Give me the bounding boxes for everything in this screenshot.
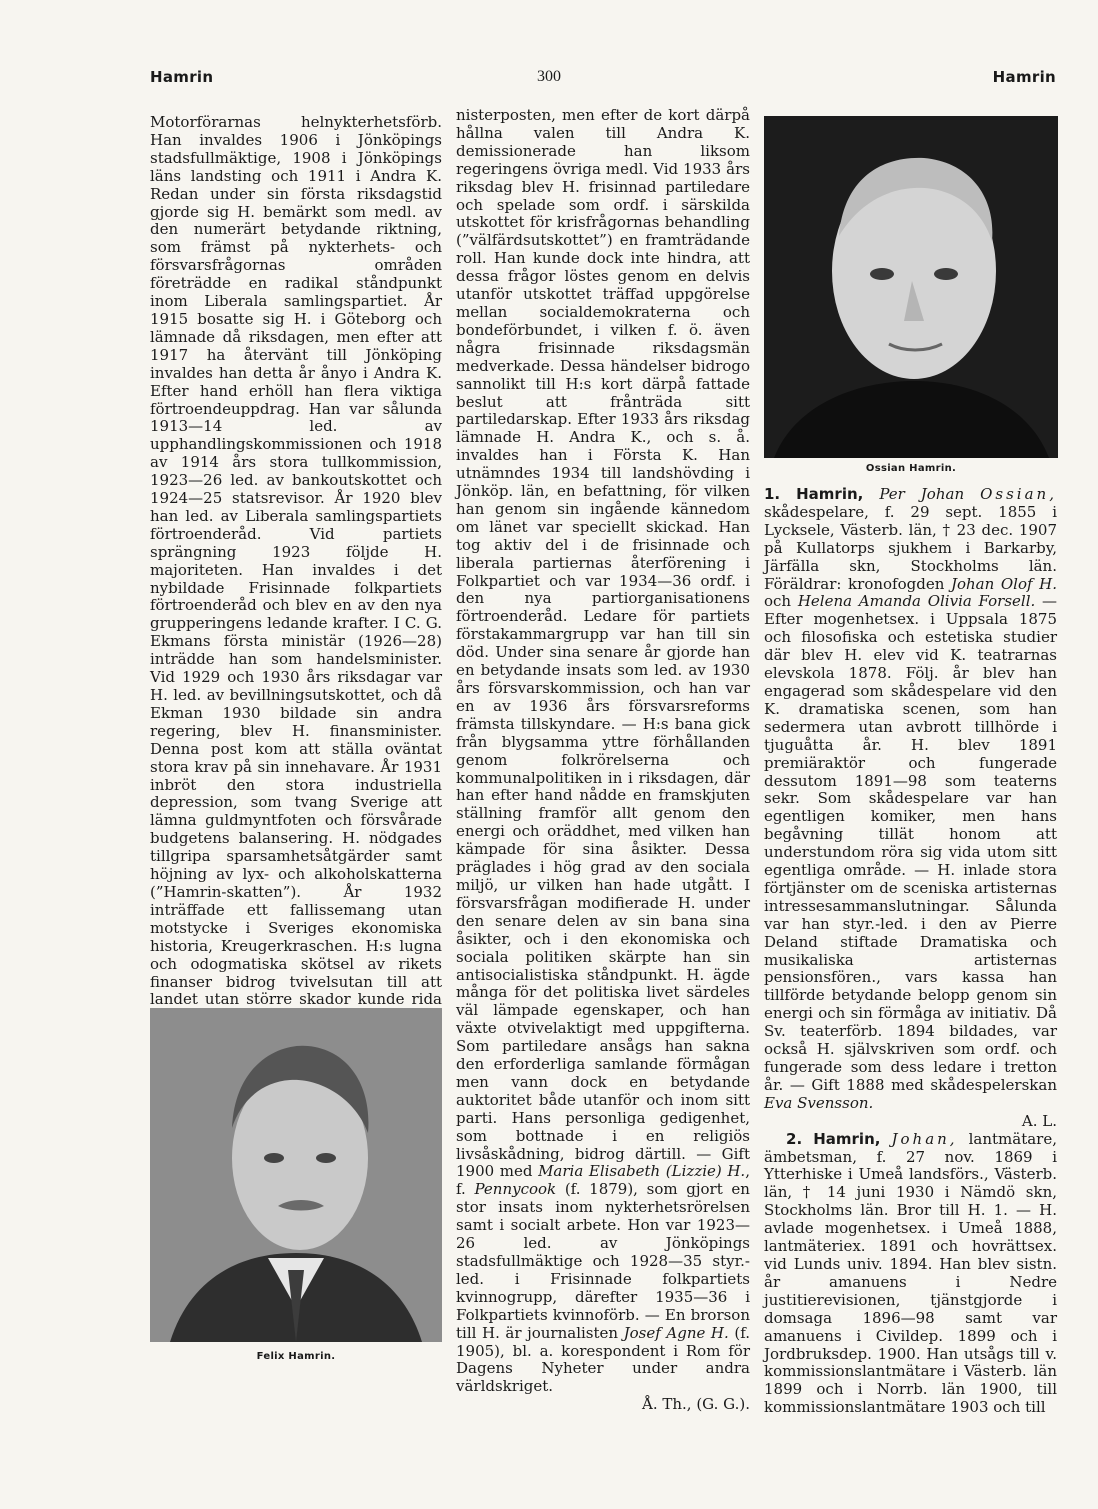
felix-text-middle-end: (f. 1879), som gjort en stor insats inom nykterhetsrörelsen samt i socialt arbete. Hon var 1923—26 led. av Jönköpings stadsfullmäktige och 1928—35 styr.-led. i Frisinnade folkpartiets kvinnogrupp, därefter 1935—36 i Folkpartiets kvinnoförb. — En brorson till H. är journalisten: [456, 1180, 750, 1342]
page-number: 300: [537, 68, 561, 85]
column-left: [150, 114, 442, 1063]
entry1-mother: Helena Amanda Olivia Forsell.: [797, 592, 1036, 611]
entry1-father: Johan Olof H.: [950, 574, 1057, 593]
entry-ossian: [764, 486, 1057, 1113]
spouse-born-prefix: , f.: [456, 1162, 750, 1199]
portrait-ossian-graphic: [764, 116, 1058, 458]
nephew-name: Josef Agne H.: [623, 1323, 729, 1342]
spouse-name: Maria Elisabeth (Lizzie) H.: [538, 1162, 746, 1181]
caption-felix: Felix Hamrin.: [256, 1351, 336, 1362]
felix-biography-continued: Motorförarnas helnykterhetsförb. Han invaldes 1906 i Jönköpings stadsfullmäktige, 1908 i Jönköpings läns landsting och 1911 i Andra K. Redan under sin första riksdagstid gjorde sig H. bemärkt som medl. av den numerärt betydande riktning, som främst på nykterhets- och försvarsfrågornas områden företrädde en radikal ståndpunkt inom Liberala samlingspartiet. År 1915 bosatte sig H. i Göteborg och lämnade då riksdagen, men efter att 1917 ha återvänt till Jönköping invaldes han detta år ånyo i Andra K. Efter hand erhöll han flera viktiga förtroendeuppdrag. Han var sålunda 1913—14 led. av upphandlingskommissionen och 1918 av 1914 års stora tullkommission, 1923—26 led. av bankoutskottet och 1924—25 statsrevisor. År 1920 blev han led. av Liberala samlingspartiets förtroenderåd. Vid partiets sprängning 1923 följde H. majoriteten. Han invaldes i det nybildade Frisinnade folkpartiets förtroenderåd och blev en av den nya grupperingens ledande krafter. I C. G. Ekmans första ministär (1926—28) inträdde han som handelsminister. Vid 1929 och 1930 års riksdagar var H. led. av bevillningsutskottet, och då Ekman 1930 bildade sin andra regering, blev H. finansminister. Denna post kom att ställa oväntat stora krav på sin innehavare. År 1931 inbröt den stora industriella depression, som tvang Sverige att lämna guldmyntfoten och försvårade budgetens balansering. H. nödgades tillgripa sparsamhetsåtgärder samt höjning av lyx- och alkoholskatterna (”Hamrin-skatten”). År 1932 inträffade ett fallissemang utan motstycke i Sveriges ekonomiska historia, Kreugerkraschen. H:s lugna och odogmatiska skötsel av rikets finanser bidrog tvivelsutan till att landet utan större skador kunde rida: [150, 113, 442, 1009]
caption-ossian: Ossian Hamrin.: [865, 463, 957, 474]
entry1-given-names: Per Johan: [879, 485, 965, 503]
column-middle: [456, 107, 750, 1414]
portrait-ossian-hamrin: [764, 116, 1058, 458]
entry2-called-name: Johan,: [891, 1129, 958, 1148]
entry2-surname: Hamrin,: [813, 1129, 881, 1148]
portrait-felix-hamrin: [150, 1008, 442, 1342]
running-head-right: Hamrin: [992, 68, 1056, 86]
entry1-text: skådespelare, f. 29 sept. 1855 i Lycksele, Västerb. län, † 23 dec. 1907 på Kullatorps sjukhem i Barkarby, Järfälla skn, Stockholms län. Föräldrar: kronofogden: [764, 502, 1057, 593]
running-head-left: Hamrin: [150, 68, 214, 86]
felix-biography-middle: [456, 107, 750, 1396]
felix-text-middle: nisterposten, men efter de kort därpå hållna valen till Andra K. demissionerade han liksom regeringens övriga medl. Vid 1933 års riksdag blev H. frisinnad partiledare och spelade som ordf. i särskilda utskottet för krisfrågornas behandling (”välfärdsutskottet”) en framträdande roll. Han kunde dock inte hindra, att dessa frågor löstes genom en delvis utanför utskottet träffad uppgörelse mellan socialdemokraterna och bondeförbundet, i vilken f. ö. även några frisinnade riksdagsmän medverkade. Dessa händelser bidrogo sannolikt till H:s kort därpå fattade beslut att frånträda sitt partiledarskap. Efter 1933 års riksdag lämnade H. Andra K., och s. å. invaldes han i Första K. Han utnämndes 1934 till landshövding i Jönköp. län, en befattning, för vilken han genom sin ingående kännedom om länet var speciellt skickad. Han tog aktiv del i de frisinnade och liberala partiernas återförening i Folkpartiet och var 1934—36 ordf. i den nya partiorganisationens förtroenderåd. Ledare för partiets förstakammargrupp var han till sin död. Under sina senare år gjorde han en betydande insats som led. av 1930 års försvarskommission, och han var en av 1936 års försvarsreforms främsta tillskyndare. — H:s bana gick från blygsamma yttre förhållanden genom folkrörelserna och kommunalpolitiken in i riksdagen, där han efter hand nådde en framskjuten ställning framför allt genom den energi och oräddhet, med vilken han kämpade för sina åsikter. Dessa präglades i hög grad av den sociala miljö, ur vilken han hade utgått. I försvarsfrågan modifierade H. under den senare delen av sin bana sina åsikter, och i den ekonomiska och sociala politiken skärpte han sin antisocialistiska ståndpunkt. H. ägde många för det politiska livet särdeles väl lämpade egenskaper, och han växte otvivelaktigt med uppgifterna. Som partiledare ansågs han sakna den erforderliga samlande förmågan men vann dock en betydande auktoritet både utanför och inom sitt parti. Hans personliga gedigenhet, som bottnade i en religiös livsåskådning, bidrog därtill. — Gift 1900 med: [456, 106, 750, 1181]
entry1-called-name: Ossian,: [980, 485, 1057, 503]
entry1-and: och: [764, 592, 792, 611]
column-right: [764, 486, 1057, 1417]
author-signature-felix: Å. Th., (G. G.).: [641, 1395, 750, 1414]
entry-johan: [764, 1131, 1057, 1418]
spouse-maiden-name: Pennycook: [474, 1180, 557, 1199]
author-signature-ossian: A. L.: [1021, 1111, 1057, 1130]
entry2-text: lantmätare, ämbetsman, f. 27 nov. 1869 i Ytterhiske i Umeå landsförs., Västerb. län, † 14 juni 1930 i Nämdö skn, Stockholms län. Bror till H. 1. — H. avlade mogenhetsex. i Umeå 1888, lantmäteriex. 1891 och hovrättsex. vid Lunds univ. 1894. Han blev sistn. år amanuens i Nedre justitierevisionen, tjänstgjorde i domsaga 1896—98 samt var amanuens i Civildep. 1899 och i Jordbruksdep. 1900. Han utsågs till v. kommissionslantmätare i Västerb. län 1899 och i Norrb. län 1900, till kommissionslantmätare 1903 och till: [764, 1129, 1057, 1417]
entry1-number: 1.: [764, 485, 781, 503]
entry2-number: 2.: [786, 1129, 803, 1148]
entry1-surname: Hamrin,: [796, 485, 864, 503]
entry1-text-2: — Efter mogenhetsex. i Uppsala 1875 och filosofiska och estetiska studier där blev H. elev vid K. teatrarnas elevskola 1878. Följ. år blev han engagerad som skådespelare vid den K. dramatiska scenen, som han sedermera utan avbrott tillhörde i tjuguåtta år. H. blev 1891 premiäraktör och fungerade dessutom 1891—98 som teaterns sekr. Som skådespelare var han egentligen komiker, men hans begåvning tillät honom att understundom röra sig vida utom sitt egentliga område. — H. inlade stora förtjänster om de sceniska artisternas intressesammanslutningar. Sålunda var han styr.-led. i den av Pierre Deland stiftade Dramatiska och musikaliska artisternas pensionsfören., vars kassa han tillförde betydande belopp genom sin energi och sin förmåga av initiativ. Då Sv. teaterförb. 1894 bildades, var också H. självskriven som ordf. och fungerade som dess ledare i tretton år. — Gift 1888 med skådespelerskan: [764, 592, 1057, 1094]
felix-text-middle-tail: (f. 1905), bl. a. korespondent i Rom för Dagens Nyheter under andra världskriget.: [456, 1323, 750, 1396]
entry1-wife: Eva Svensson.: [764, 1093, 874, 1112]
portrait-felix-graphic: [150, 1008, 442, 1342]
